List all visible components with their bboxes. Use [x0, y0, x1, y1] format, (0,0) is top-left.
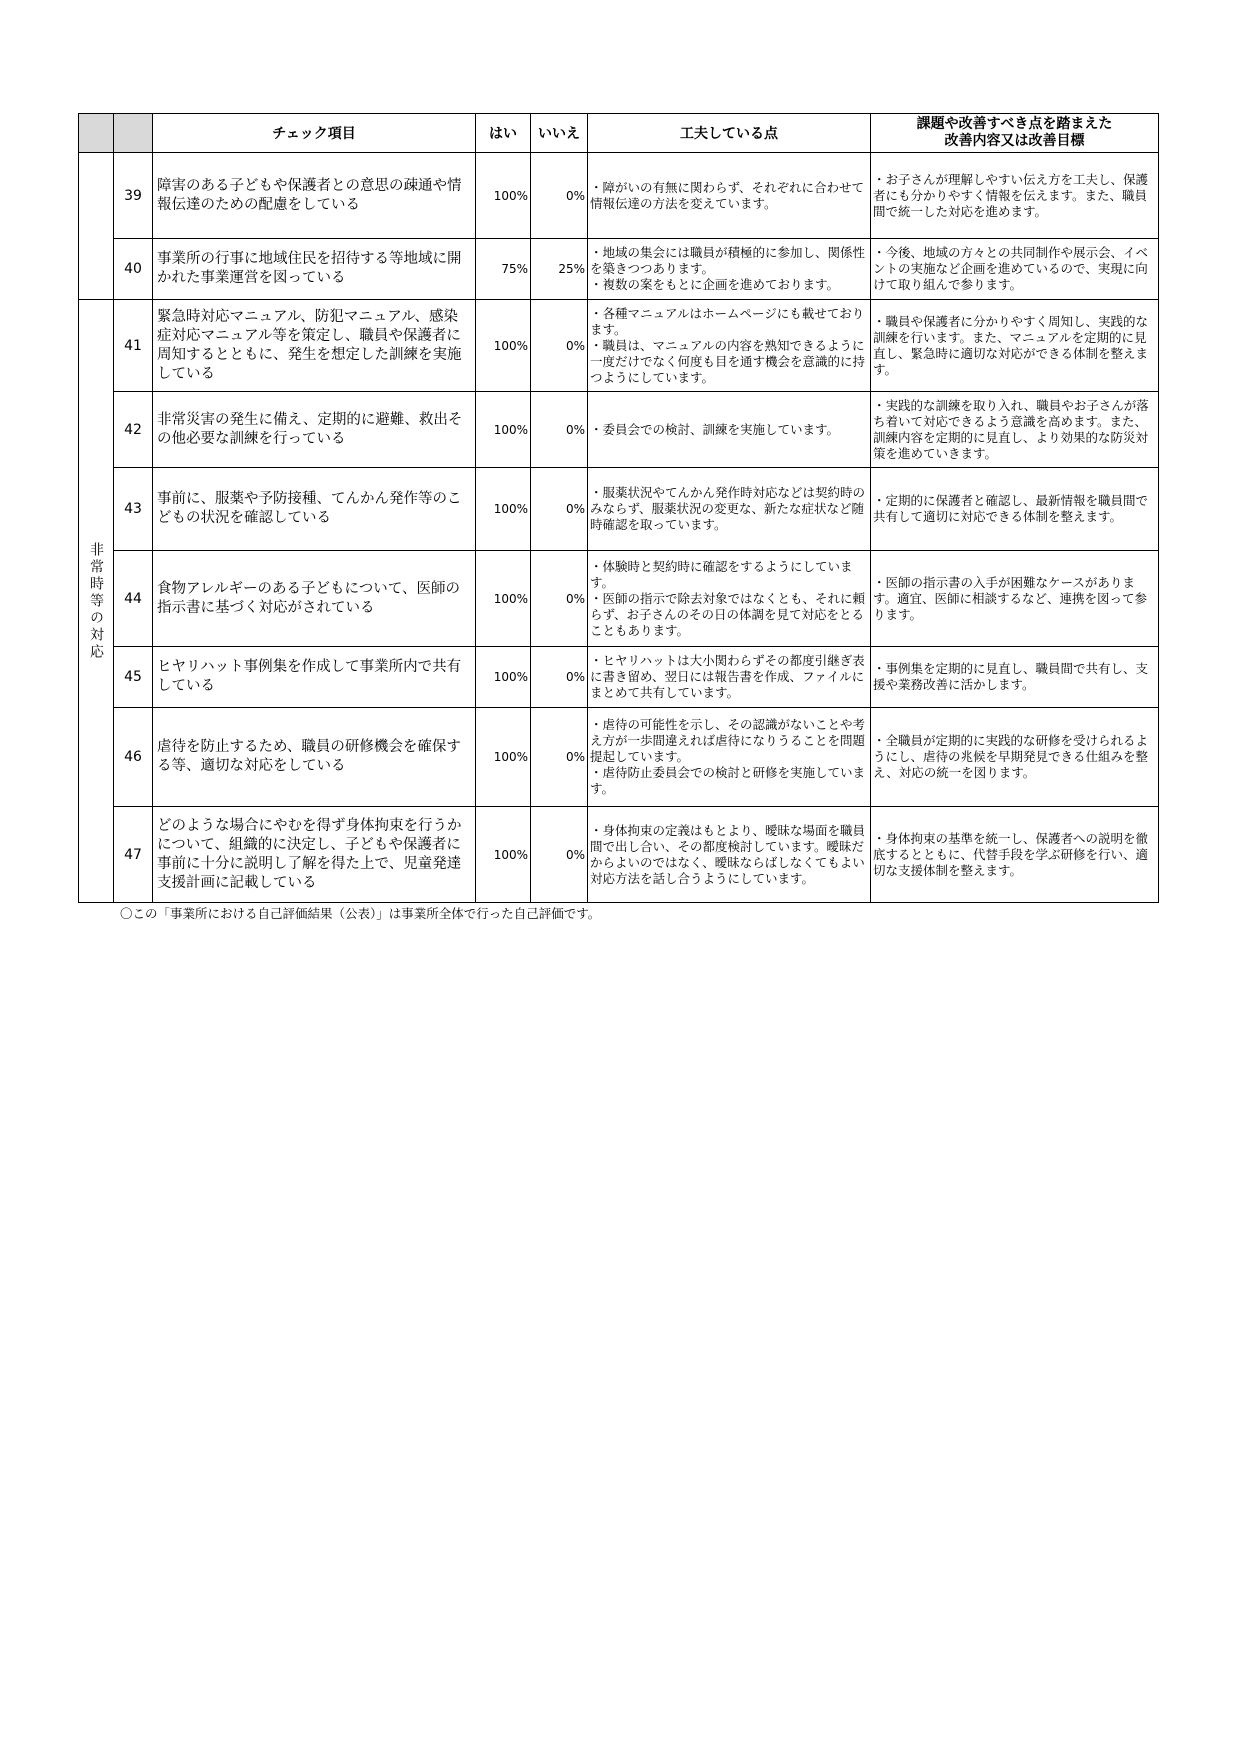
table-row — [79, 708, 1159, 807]
improvements-line: ・医師の指示書の入手が困難なケースがあります。適宜、医師に相談するなど、連携を図って参ります。 — [873, 574, 1148, 622]
group-cell-emergency — [79, 300, 114, 903]
check-item-text: ヒヤリハット事例集を作成して事業所内で共有している — [153, 647, 476, 708]
efforts-line: ・ヒヤリハットは大小関わらずその都度引継ぎ表に書き留め、翌日には報告書を作成、ファイルにまとめて共有しています。 — [590, 653, 865, 700]
no-percent: 0% — [531, 300, 588, 392]
efforts-line: ・虐待の可能性を示し、その認識がないことや考え方が一歩間違えれば虐待になりうることを問題提起しています。 — [590, 717, 866, 764]
efforts-line: ・医師の指示で除去対象ではなくとも、それに頼らず、お子さんのその日の体調を見て対応をとることもあります。 — [590, 590, 866, 638]
improvements-line: ・定期的に保護者と確認し、最新情報を職員間で共有して適切に対応できる体制を整えます。 — [873, 493, 1149, 524]
group-label-emergency: 非常時等の対応 — [88, 541, 104, 661]
no-percent: 0% — [531, 551, 588, 647]
table-row — [79, 300, 1159, 392]
header-efforts: 工夫している点 — [588, 114, 871, 153]
improvements-cell — [871, 153, 1159, 239]
yes-percent: 100% — [476, 551, 531, 647]
no-percent: 0% — [531, 807, 588, 903]
check-item-text: 虐待を防止するため、職員の研修機会を確保する等、適切な対応をしている — [153, 708, 476, 807]
efforts-cell — [588, 153, 871, 239]
table-row — [79, 647, 1159, 708]
table-header-row — [79, 114, 1159, 153]
improvements-cell — [871, 708, 1159, 807]
efforts-line: ・身体拘束の定義はもとより、曖昧な場面を職員間で出し合い、その都度検討しています。曖昧だからよいのではなく、曖昧ならばしなくてもよい対応方法を話し合うようにしています。 — [590, 822, 866, 886]
improvements-line: ・身体拘束の基準を統一し、保護者への説明を徹底するとともに、代替手段を学ぶ研修を行い、適切な支援体制を整えます。 — [873, 830, 1149, 878]
no-percent: 0% — [531, 153, 588, 239]
yes-percent: 100% — [476, 468, 531, 551]
group-cell-blank — [79, 153, 114, 300]
yes-percent: 100% — [476, 153, 531, 239]
yes-percent: 100% — [476, 392, 531, 468]
footnote: 〇この「事業所における自己評価結果（公表）」は事業所全体で行った自己評価です。 — [120, 906, 601, 921]
header-blank-number — [114, 114, 153, 153]
header-no: いいえ — [531, 114, 588, 153]
item-number: 41 — [114, 300, 153, 392]
improvements-line: ・全職員が定期的に実践的な研修を受けられるようにし、虐待の兆候を早期発見できる仕組みを整え、対応の統一を図ります。 — [873, 733, 1149, 780]
improvements-line: ・事例集を定期的に見直し、職員間で共有し、支援や業務改善に活かします。 — [873, 661, 1149, 692]
no-percent: 0% — [531, 647, 588, 708]
efforts-cell — [588, 300, 871, 392]
check-item-text: 食物アレルギーのある子どもについて、医師の指示書に基づく対応がされている — [153, 551, 476, 647]
table-row — [79, 239, 1159, 300]
improvements-line: ・お子さんが理解しやすい伝え方を工夫し、保護者にも分かりやすく情報を伝えます。また、職員間で統一した対応を進めます。 — [873, 171, 1149, 219]
table-row — [79, 392, 1159, 468]
header-improvements: 課題や改善すべき点を踏まえた 改善内容又は改善目標 — [871, 114, 1159, 153]
efforts-line: ・各種マニュアルはホームページにも載せております。 — [590, 305, 865, 337]
yes-percent: 100% — [476, 807, 531, 903]
item-number: 45 — [114, 647, 153, 708]
efforts-line: ・複数の案をもとに企画を進めております。 — [590, 277, 840, 292]
table-row — [79, 468, 1159, 551]
efforts-cell — [588, 647, 871, 708]
item-number: 39 — [114, 153, 153, 239]
improvements-cell — [871, 392, 1159, 468]
item-number: 42 — [114, 392, 153, 468]
check-item-text: 緊急時対応マニュアル、防犯マニュアル、感染症対応マニュアル等を策定し、職員や保護者に周知するとともに、発生を想定した訓練を実施している — [153, 300, 476, 392]
efforts-line: ・委員会での検討、訓練を実施しています。 — [590, 421, 840, 437]
check-item-text: 事業所の行事に地域住民を招待する等地域に開かれた事業運営を図っている — [153, 239, 476, 300]
efforts-line: ・虐待防止委員会での検討と研修を実施しています。 — [590, 765, 866, 796]
efforts-cell — [588, 239, 871, 300]
yes-percent: 100% — [476, 708, 531, 807]
efforts-cell — [588, 468, 871, 551]
improvements-cell — [871, 300, 1159, 392]
table-row — [79, 153, 1159, 239]
item-number: 47 — [114, 807, 153, 903]
improvements-cell — [871, 647, 1159, 708]
table-row — [79, 551, 1159, 647]
header-yes: はい — [476, 114, 531, 153]
efforts-cell — [588, 708, 871, 807]
efforts-cell — [588, 807, 871, 903]
table-row — [79, 807, 1159, 903]
efforts-line: ・服薬状況やてんかん発作時対応などは契約時のみならず、服薬状況の変更な、新たな症状など随時確認を取っています。 — [590, 485, 866, 532]
no-percent: 25% — [531, 239, 588, 300]
header-check-item: チェック項目 — [153, 114, 476, 153]
item-number: 40 — [114, 239, 153, 300]
efforts-cell — [588, 392, 871, 468]
improvements-line: ・職員や保護者に分かりやすく周知し、実践的な訓練を行います。また、マニュアルを定期的に見直し、緊急時に適切な対応ができる体制を整えます。 — [873, 313, 1149, 377]
efforts-cell — [588, 551, 871, 647]
yes-percent: 75% — [476, 239, 531, 300]
improvements-line: ・今後、地域の方々との共同制作や展示会、イベントの実施など企画を進めているので、実現に向けて取り組んで参ります。 — [873, 245, 1149, 292]
item-number: 44 — [114, 551, 153, 647]
item-number: 43 — [114, 468, 153, 551]
check-item-text: どのような場合にやむを得ず身体拘束を行うかについて、組織的に決定し、子どもや保護者に事前に十分に説明し了解を得た上で、児童発達支援計画に記載している — [153, 807, 476, 903]
item-number: 46 — [114, 708, 153, 807]
no-percent: 0% — [531, 392, 588, 468]
improvements-cell — [871, 239, 1159, 300]
yes-percent: 100% — [476, 647, 531, 708]
efforts-line: ・体験時と契約時に確認をするようにしています。 — [590, 558, 853, 590]
header-blank-group — [79, 114, 114, 153]
yes-percent: 100% — [476, 300, 531, 392]
improvements-line: ・実践的な訓練を取り入れ、職員やお子さんが落ち着いて対応できるよう意識を高めます。また、訓練内容を定期的に見直し、より効果的な防災対策を進めていきます。 — [873, 397, 1149, 461]
check-item-text: 非常災害の発生に備え、定期的に避難、救出その他必要な訓練を行っている — [153, 392, 476, 468]
improvements-cell — [871, 807, 1159, 903]
no-percent: 0% — [531, 708, 588, 807]
self-evaluation-table — [78, 113, 1159, 903]
check-item-text: 障害のある子どもや保護者との意思の疎通や情報伝達のための配慮をしている — [153, 153, 476, 239]
no-percent: 0% — [531, 468, 588, 551]
efforts-line: ・職員は、マニュアルの内容を熟知できるように一度だけでなく何度も目を通す機会を意識的に持つようにしています。 — [590, 337, 866, 385]
efforts-line: ・障がいの有無に関わらず、それぞれに合わせて情報伝達の方法を変えています。 — [590, 179, 865, 211]
efforts-line: ・地域の集会には職員が積極的に参加し、関係性を築きつつあります。 — [590, 245, 866, 276]
improvements-cell — [871, 468, 1159, 551]
improvements-cell — [871, 551, 1159, 647]
check-item-text: 事前に、服薬や予防接種、てんかん発作等のこどもの状況を確認している — [153, 468, 476, 551]
